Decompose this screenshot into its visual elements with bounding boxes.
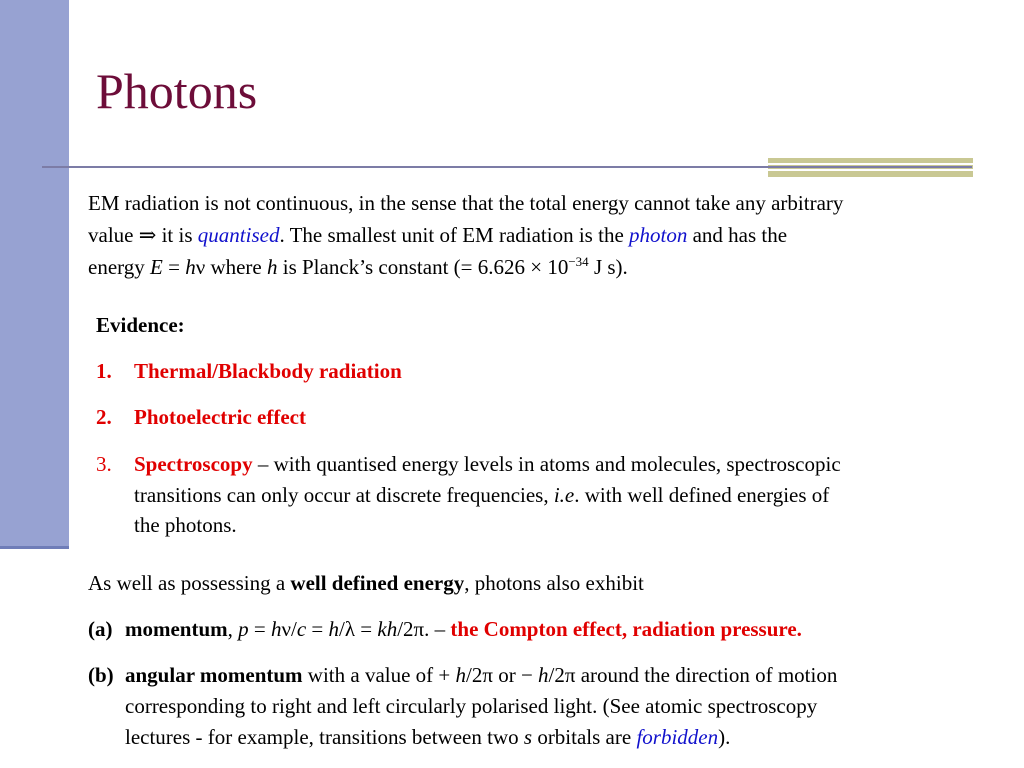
label-b: (b) [88,663,114,687]
intro-text: where [205,255,267,279]
symbol-p: p [238,617,249,641]
also-text: orbitals are [532,725,637,749]
also-text: = [306,617,329,641]
also-item-b-line-2 [125,691,817,722]
term-spectroscopy: Spectroscopy [134,452,253,476]
symbol-h: h [328,617,340,641]
symbol-kh: kh [377,617,398,641]
evidence-item-3-line-2 [134,480,829,511]
also-item-b-line-3 [125,722,730,753]
also-text: corresponding to right and left circularly polarised light. (See atomic spectroscopy [125,694,818,718]
implies-arrow-icon: ⇒ [138,223,157,247]
also-text: /2π or − [466,663,539,687]
label-a: (a) [88,617,113,641]
symbol-lambda: /λ [339,617,356,641]
slide-sidebar [0,0,69,548]
evidence-item-2-text [134,402,306,433]
item-number: 1. [96,359,112,383]
intro-line-2 [88,220,787,251]
symbol-s: s [523,725,533,749]
also-text: lectures - for example, transitions between two [125,725,524,749]
also-line-1 [88,568,644,599]
intro-text: value [88,223,139,247]
item-number: 3. [96,452,112,476]
term-compton-effect: the Compton effect, radiation pressure. [450,617,802,641]
evidence-heading: Evidence: [96,313,185,337]
intro-text: = [162,255,186,279]
term-quantised: quantised [197,223,280,247]
also-item-b-line-1 [125,660,837,691]
exponent: −34 [568,254,589,269]
slide-title: Photons [96,63,258,119]
evidence-item-3-line-1 [134,449,841,480]
intro-text: energy [88,255,151,279]
intro-line-1 [88,188,843,219]
also-text: , [227,617,239,641]
sidebar-shadow [0,546,69,549]
symbol-h: h [271,617,282,641]
symbol-E: E [150,255,163,279]
item-text: Photoelectric effect [134,405,306,429]
intro-text: J s). [588,255,628,279]
also-text: = [248,617,271,641]
evidence-item-1-text [134,356,402,387]
symbol-h: h [538,663,549,687]
also-text: = [355,617,378,641]
item-text: transitions can only occur at discrete frequencies, [134,483,554,507]
item-number: 2. [96,405,112,429]
item-text: – with quantised energy levels in atoms and molecules, spectroscopic [252,452,841,476]
term-momentum: momentum [125,617,228,641]
intro-text: . The smallest unit of EM radiation is the [279,223,630,247]
title-rule [42,166,972,168]
also-text: , photons also exhibit [464,571,644,595]
intro-text: is Planck’s constant (= 6.626 × 10 [277,255,569,279]
also-text: /2π around the direction of motion [548,663,838,687]
intro-text: it is [156,223,198,247]
symbol-h: h [185,255,196,279]
evidence-item-3 [96,449,112,480]
also-text: As well as possessing a [88,571,291,595]
evidence-item-2 [96,402,112,433]
also-text: / [291,617,297,641]
symbol-nu: ν [281,617,291,641]
term-photon: photon [629,223,688,247]
also-text: with a value of + [302,663,456,687]
term-angular-momentum: angular momentum [125,663,303,687]
item-text: Thermal/Blackbody radiation [134,359,402,383]
symbol-h: h [455,663,467,687]
also-text: /2π. – [397,617,451,641]
symbol-h: h [267,255,278,279]
term-forbidden: forbidden [636,725,719,749]
accent-stripe [768,163,973,165]
symbol-c: c [296,617,307,641]
accent-stripe [768,169,973,171]
intro-text: EM radiation is not continuous, in the sense that the total energy cannot take any arbitrary [88,191,844,215]
item-text: the photons. [134,513,237,537]
evidence-item-3-line-3 [134,510,237,541]
abbr-ie: i.e [553,483,575,507]
also-item-a [125,614,802,645]
item-text: . with well defined energies of [574,483,830,507]
evidence-item-1 [96,356,112,387]
intro-line-3 [88,252,628,283]
symbol-nu: ν [195,255,206,279]
also-text: ). [718,725,731,749]
intro-text: and has the [687,223,788,247]
term-well-defined-energy: well defined energy [290,571,465,595]
